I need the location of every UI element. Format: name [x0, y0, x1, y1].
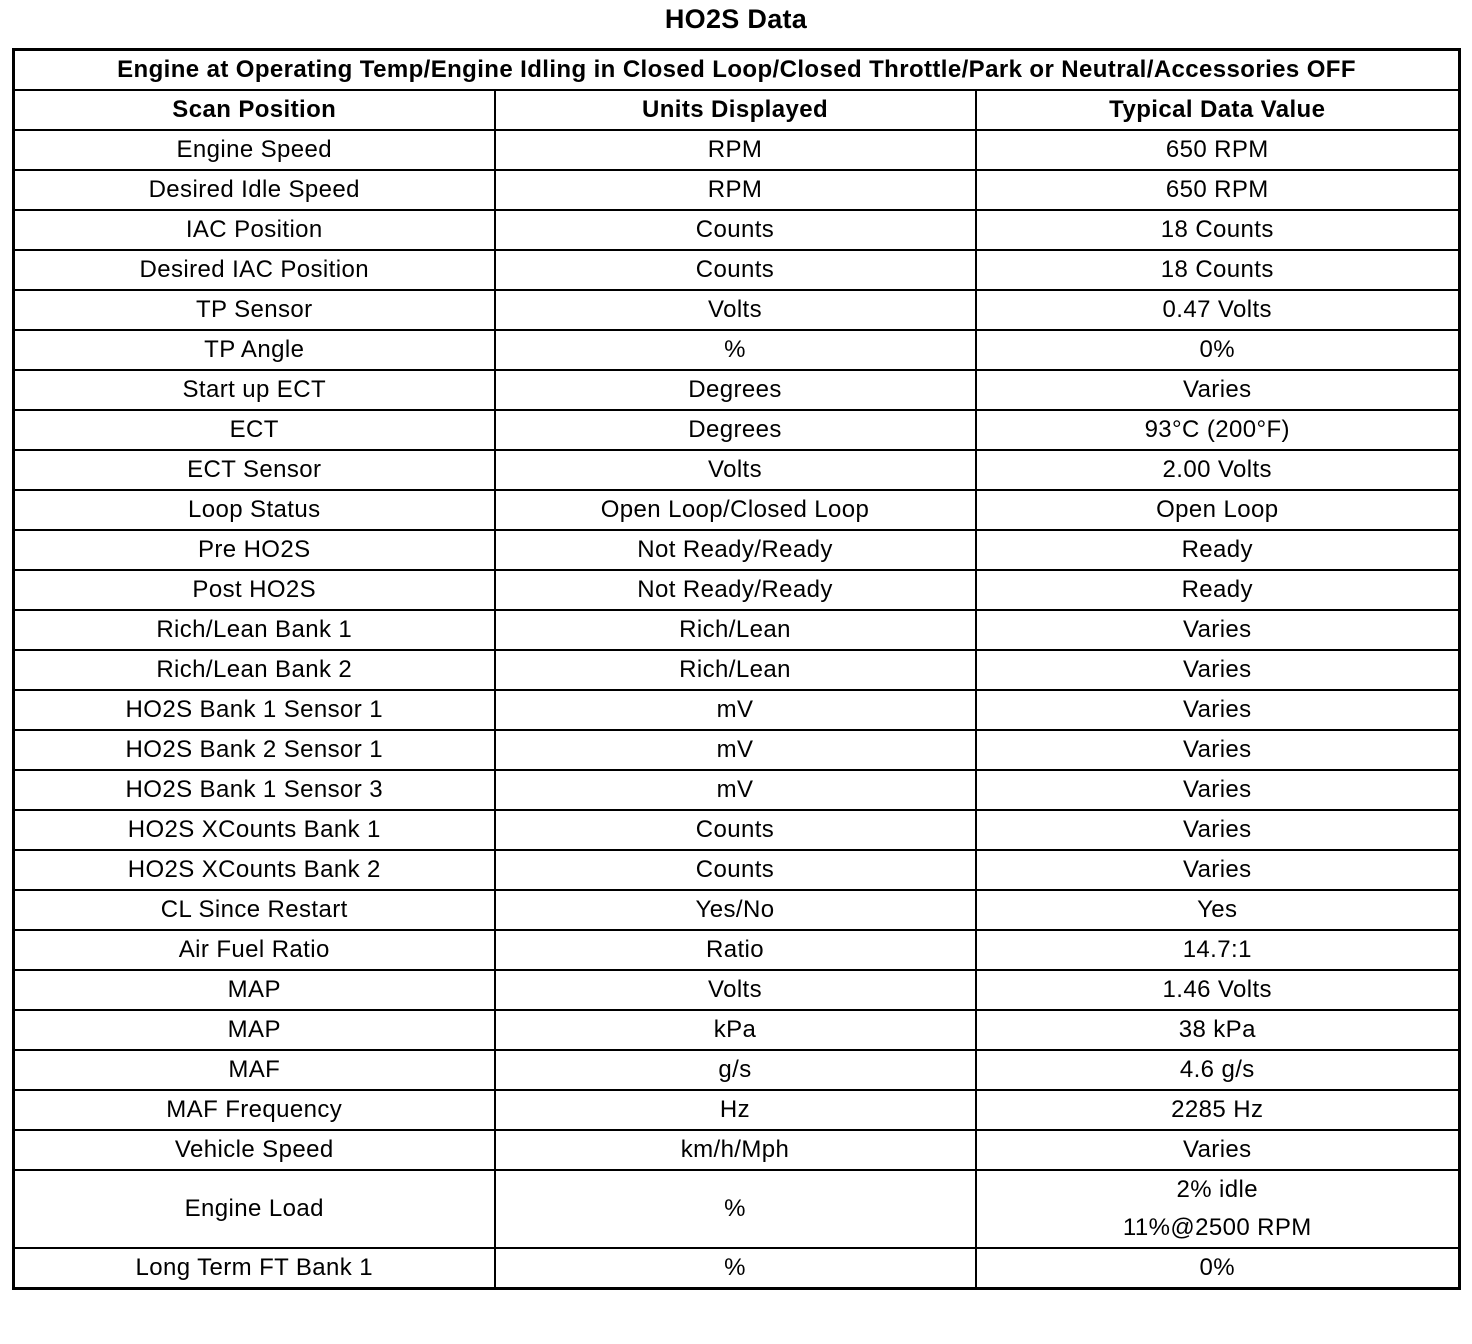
- typical-value-cell: Varies: [976, 850, 1460, 890]
- scan-position-cell: ECT: [14, 410, 495, 450]
- typical-value-cell: Yes: [976, 890, 1460, 930]
- table-row: [14, 490, 1460, 530]
- scan-position-cell: HO2S Bank 2 Sensor 1: [14, 730, 495, 770]
- typical-value-line: 2% idle: [1176, 1176, 1259, 1203]
- typical-value-cell: 2285 Hz: [976, 1090, 1460, 1130]
- table-row: [14, 970, 1460, 1010]
- units-cell: Rich/Lean: [495, 610, 976, 650]
- typical-value-cell: 4.6 g/s: [976, 1050, 1460, 1090]
- scan-position-cell: TP Angle: [14, 330, 495, 370]
- units-cell: Open Loop/Closed Loop: [495, 490, 976, 530]
- table-header-row: [14, 90, 1460, 130]
- units-cell: km/h/Mph: [495, 1130, 976, 1170]
- table-row: [14, 1050, 1460, 1090]
- typical-value-cell: 38 kPa: [976, 1010, 1460, 1050]
- units-cell: RPM: [495, 170, 976, 210]
- table-row: [14, 1010, 1460, 1050]
- typical-value-cell: 0%: [976, 330, 1460, 370]
- units-cell: %: [495, 1248, 976, 1289]
- typical-value-cell: Ready: [976, 530, 1460, 570]
- units-cell: Counts: [495, 810, 976, 850]
- scan-position-cell: Desired Idle Speed: [14, 170, 495, 210]
- scan-position-cell: Post HO2S: [14, 570, 495, 610]
- units-cell: Volts: [495, 970, 976, 1010]
- table-body: [14, 130, 1460, 1289]
- table-row: [14, 1130, 1460, 1170]
- table-row: [14, 290, 1460, 330]
- table-row: [14, 250, 1460, 290]
- units-cell: mV: [495, 690, 976, 730]
- scan-position-cell: Pre HO2S: [14, 530, 495, 570]
- table-row: [14, 1090, 1460, 1130]
- table-row: [14, 730, 1460, 770]
- table-row: [14, 210, 1460, 250]
- scan-position-cell: ECT Sensor: [14, 450, 495, 490]
- table-row: [14, 450, 1460, 490]
- units-cell: Counts: [495, 210, 976, 250]
- ho2s-data-table: [12, 48, 1461, 1290]
- typical-value-cell: 93°C (200°F): [976, 410, 1460, 450]
- units-cell: g/s: [495, 1050, 976, 1090]
- typical-value-cell: Varies: [976, 370, 1460, 410]
- column-header-typical-data-value: Typical Data Value: [976, 90, 1460, 130]
- units-cell: Ratio: [495, 930, 976, 970]
- typical-value-cell: 18 Counts: [976, 250, 1460, 290]
- typical-value-cell: Varies: [976, 1130, 1460, 1170]
- typical-value-cell: Varies: [976, 650, 1460, 690]
- scan-position-cell: IAC Position: [14, 210, 495, 250]
- units-cell: Degrees: [495, 370, 976, 410]
- column-header-scan-position: Scan Position: [14, 90, 495, 130]
- table-row: [14, 330, 1460, 370]
- typical-value-cell: Varies: [976, 810, 1460, 850]
- units-cell: Rich/Lean: [495, 650, 976, 690]
- scan-position-cell: Air Fuel Ratio: [14, 930, 495, 970]
- table-row: [14, 130, 1460, 170]
- typical-value-cell: Ready: [976, 570, 1460, 610]
- typical-value-cell: Varies: [976, 770, 1460, 810]
- table-row: [14, 570, 1460, 610]
- scan-position-cell: MAP: [14, 1010, 495, 1050]
- table-row: [14, 810, 1460, 850]
- table-row: [14, 770, 1460, 810]
- units-cell: Hz: [495, 1090, 976, 1130]
- units-cell: kPa: [495, 1010, 976, 1050]
- table-row: [14, 170, 1460, 210]
- page-title: HO2S Data: [664, 4, 808, 34]
- table-row: [14, 410, 1460, 450]
- typical-value-cell: 1.46 Volts: [976, 970, 1460, 1010]
- units-cell: Yes/No: [495, 890, 976, 930]
- scan-position-cell: HO2S Bank 1 Sensor 3: [14, 770, 495, 810]
- typical-value-cell: Varies: [976, 610, 1460, 650]
- scan-position-cell: MAP: [14, 970, 495, 1010]
- typical-value-cell: 650 RPM: [976, 170, 1460, 210]
- scan-position-cell: MAF: [14, 1050, 495, 1090]
- scan-position-cell: Desired IAC Position: [14, 250, 495, 290]
- table-row-long-term-ft-bank-1: [14, 1248, 1460, 1289]
- typical-value-cell: Open Loop: [976, 490, 1460, 530]
- units-cell: mV: [495, 730, 976, 770]
- table-row-engine-load: [14, 1170, 1460, 1248]
- units-cell: %: [495, 1170, 976, 1248]
- typical-value-cell: 14.7:1: [976, 930, 1460, 970]
- typical-value-cell: 0%: [976, 1248, 1460, 1289]
- table-row: [14, 610, 1460, 650]
- units-cell: mV: [495, 770, 976, 810]
- units-cell: Degrees: [495, 410, 976, 450]
- units-cell: Counts: [495, 850, 976, 890]
- scan-position-cell: CL Since Restart: [14, 890, 495, 930]
- scan-position-cell: HO2S XCounts Bank 2: [14, 850, 495, 890]
- scan-position-cell: Engine Load: [14, 1170, 495, 1248]
- table-row: [14, 530, 1460, 570]
- table-row: [14, 890, 1460, 930]
- units-cell: RPM: [495, 130, 976, 170]
- typical-value-cell: 2.00 Volts: [976, 450, 1460, 490]
- table-caption-row: [14, 50, 1460, 91]
- units-cell: Not Ready/Ready: [495, 570, 976, 610]
- typical-value-cell: [976, 1170, 1460, 1248]
- column-header-units-displayed: Units Displayed: [495, 90, 976, 130]
- scan-position-cell: Rich/Lean Bank 2: [14, 650, 495, 690]
- typical-value-cell: 0.47 Volts: [976, 290, 1460, 330]
- scan-position-cell: Loop Status: [14, 490, 495, 530]
- scan-position-cell: MAF Frequency: [14, 1090, 495, 1130]
- scan-position-cell: Rich/Lean Bank 1: [14, 610, 495, 650]
- units-cell: %: [495, 330, 976, 370]
- table-row: [14, 650, 1460, 690]
- typical-value-cell: 650 RPM: [976, 130, 1460, 170]
- table-row: [14, 370, 1460, 410]
- units-cell: Counts: [495, 250, 976, 290]
- operating-condition-caption: Engine at Operating Temp/Engine Idling in Closed Loop/Closed Throttle/Park or Neutral/Accessories OFF: [14, 50, 1460, 91]
- table-row: [14, 690, 1460, 730]
- scan-position-cell: Engine Speed: [14, 130, 495, 170]
- scan-position-cell: HO2S XCounts Bank 1: [14, 810, 495, 850]
- scan-position-cell: Start up ECT: [14, 370, 495, 410]
- scan-position-cell: HO2S Bank 1 Sensor 1: [14, 690, 495, 730]
- typical-value-cell: Varies: [976, 690, 1460, 730]
- typical-value-cell: 18 Counts: [976, 210, 1460, 250]
- units-cell: Not Ready/Ready: [495, 530, 976, 570]
- table-row: [14, 850, 1460, 890]
- typical-value-cell: Varies: [976, 730, 1460, 770]
- table-row: [14, 930, 1460, 970]
- scan-position-cell: Long Term FT Bank 1: [14, 1248, 495, 1289]
- typical-value-line: 11%@2500 RPM: [1122, 1214, 1312, 1241]
- scan-position-cell: TP Sensor: [14, 290, 495, 330]
- units-cell: Volts: [495, 450, 976, 490]
- scan-position-cell: Vehicle Speed: [14, 1130, 495, 1170]
- units-cell: Volts: [495, 290, 976, 330]
